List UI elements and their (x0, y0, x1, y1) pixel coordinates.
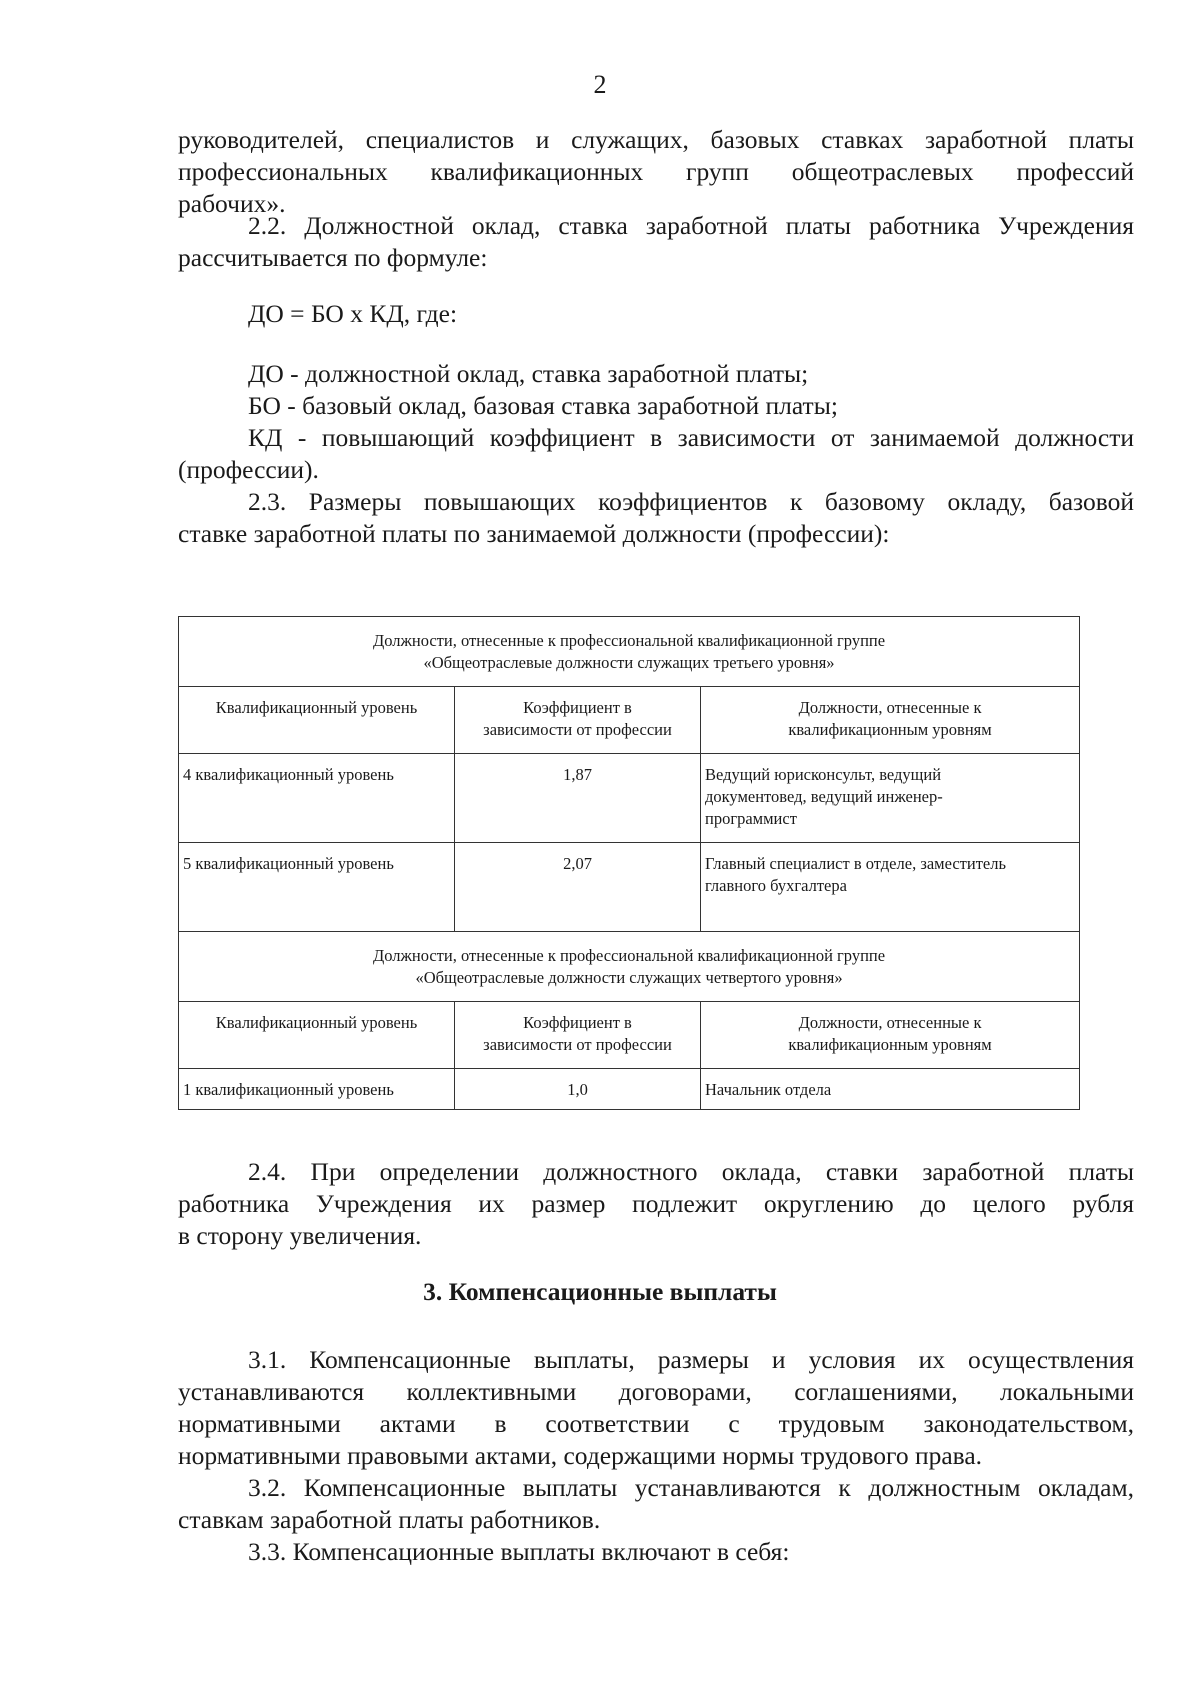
text-line: 3.1. Компенсационные выплаты, размеры и условия их осуществления (248, 1345, 1134, 1374)
text-line: в сторону увеличения. (178, 1221, 422, 1250)
table-row (179, 1069, 1080, 1110)
table-row (179, 754, 1080, 843)
paragraph-3-3: 3.3. Компенсационные выплаты включают в себя: (248, 1537, 790, 1566)
formula: ДО = БО х КД, где: (248, 299, 458, 328)
text-line: ставкам заработной платы работников. (178, 1505, 601, 1534)
cell-level: 5 квалификационный уровень (179, 843, 455, 932)
paragraph-3-1 (178, 1344, 1134, 1472)
header-line: зависимости от профессии (483, 1035, 672, 1054)
text-line: работника Учреждения их размер подлежит округлению до целого рубля (178, 1189, 1134, 1218)
paragraph-continuation (178, 124, 1134, 220)
cell-positions (701, 1069, 1080, 1110)
cell-coef: 1,87 (455, 754, 701, 843)
header-line: Должности, отнесенные к (798, 698, 982, 717)
position-line: документовед, ведущий инженер- (705, 787, 943, 806)
definition-kd (178, 422, 1134, 486)
paragraph-3-2 (178, 1472, 1134, 1536)
group-title-4th-level (179, 932, 1080, 1002)
page-number: 2 (593, 70, 607, 99)
header-line: Должности, отнесенные к (798, 1013, 982, 1032)
header-level (179, 1002, 455, 1069)
text-line: (профессии). (178, 455, 319, 484)
text-line: КД - повышающий коэффициент в зависимости от занимаемой должности (248, 423, 1134, 452)
header-line: квалификационным уровням (788, 720, 992, 739)
text-line: 2.4. При определении должностного оклада, ставки заработной платы (248, 1157, 1134, 1186)
table-row (179, 843, 1080, 932)
text-line: 2.3. Размеры повышающих коэффициентов к базовому окладу, базовой (248, 487, 1134, 516)
header-line: квалификационным уровням (788, 1035, 992, 1054)
group-title-line: «Общеотраслевые должности служащих четвертого уровня» (415, 968, 843, 987)
text-line: рассчитывается по формуле: (178, 243, 488, 272)
position-line: Начальник отдела (705, 1080, 832, 1099)
section-heading: 3. Компенсационные выплаты (423, 1277, 777, 1306)
header-level (179, 687, 455, 754)
group-title-3rd-level (179, 617, 1080, 687)
header-line: Квалификационный уровень (215, 698, 418, 717)
paragraph-2-3 (178, 486, 1134, 550)
paragraph-2-2 (178, 210, 1134, 274)
paragraph-2-4 (178, 1156, 1134, 1252)
header-positions (701, 687, 1080, 754)
cell-level: 4 квалификационный уровень (179, 754, 455, 843)
position-line: Главный специалист в отделе, заместитель (705, 854, 1006, 873)
position-line: Ведущий юрисконсульт, ведущий (705, 765, 942, 784)
cell-coef: 1,0 (455, 1069, 701, 1110)
position-line: главного бухгалтера (705, 876, 847, 895)
group-title-row (179, 932, 1080, 1002)
cell-coef: 2,07 (455, 843, 701, 932)
text-line: профессиональных квалификационных групп общеотраслевых профессий (178, 157, 1134, 186)
text-line: устанавливаются коллективными договорами, соглашениями, локальными (178, 1377, 1134, 1406)
header-line: Коэффициент в (523, 1013, 632, 1032)
header-positions (701, 1002, 1080, 1069)
position-line: программист (705, 809, 797, 828)
text-line: 3.2. Компенсационные выплаты устанавливаются к должностным окладам, (248, 1473, 1134, 1502)
group-title-row (179, 617, 1080, 687)
text-line: рабочих». (178, 189, 286, 218)
group-title-line: Должности, отнесенные к профессиональной квалификационной группе (372, 946, 886, 965)
header-coef (455, 1002, 701, 1069)
header-line: Коэффициент в (523, 698, 632, 717)
header-line: Квалификационный уровень (215, 1013, 418, 1032)
text-line: руководителей, специалистов и служащих, базовых ставках заработной платы (178, 125, 1134, 154)
text-line: нормативными правовыми актами, содержащими нормы трудового права. (178, 1441, 983, 1470)
header-row (179, 1002, 1080, 1069)
cell-level: 1 квалификационный уровень (179, 1069, 455, 1110)
text-line: ставке заработной платы по занимаемой должности (профессии): (178, 519, 890, 548)
text-line: нормативными актами в соответствии с трудовым законодательством, (178, 1409, 1134, 1438)
cell-positions (701, 843, 1080, 932)
coefficients-table (178, 616, 1080, 1110)
header-row (179, 687, 1080, 754)
header-line: зависимости от профессии (483, 720, 672, 739)
text-line: 2.2. Должностной оклад, ставка заработной платы работника Учреждения (248, 211, 1134, 240)
cell-positions (701, 754, 1080, 843)
group-title-line: «Общеотраслевые должности служащих третьего уровня» (423, 653, 835, 672)
header-coef (455, 687, 701, 754)
definition-do: ДО - должностной оклад, ставка заработной платы; (248, 359, 809, 388)
definition-bo: БО - базовый оклад, базовая ставка заработной платы; (248, 391, 838, 420)
group-title-line: Должности, отнесенные к профессиональной квалификационной группе (372, 631, 886, 650)
